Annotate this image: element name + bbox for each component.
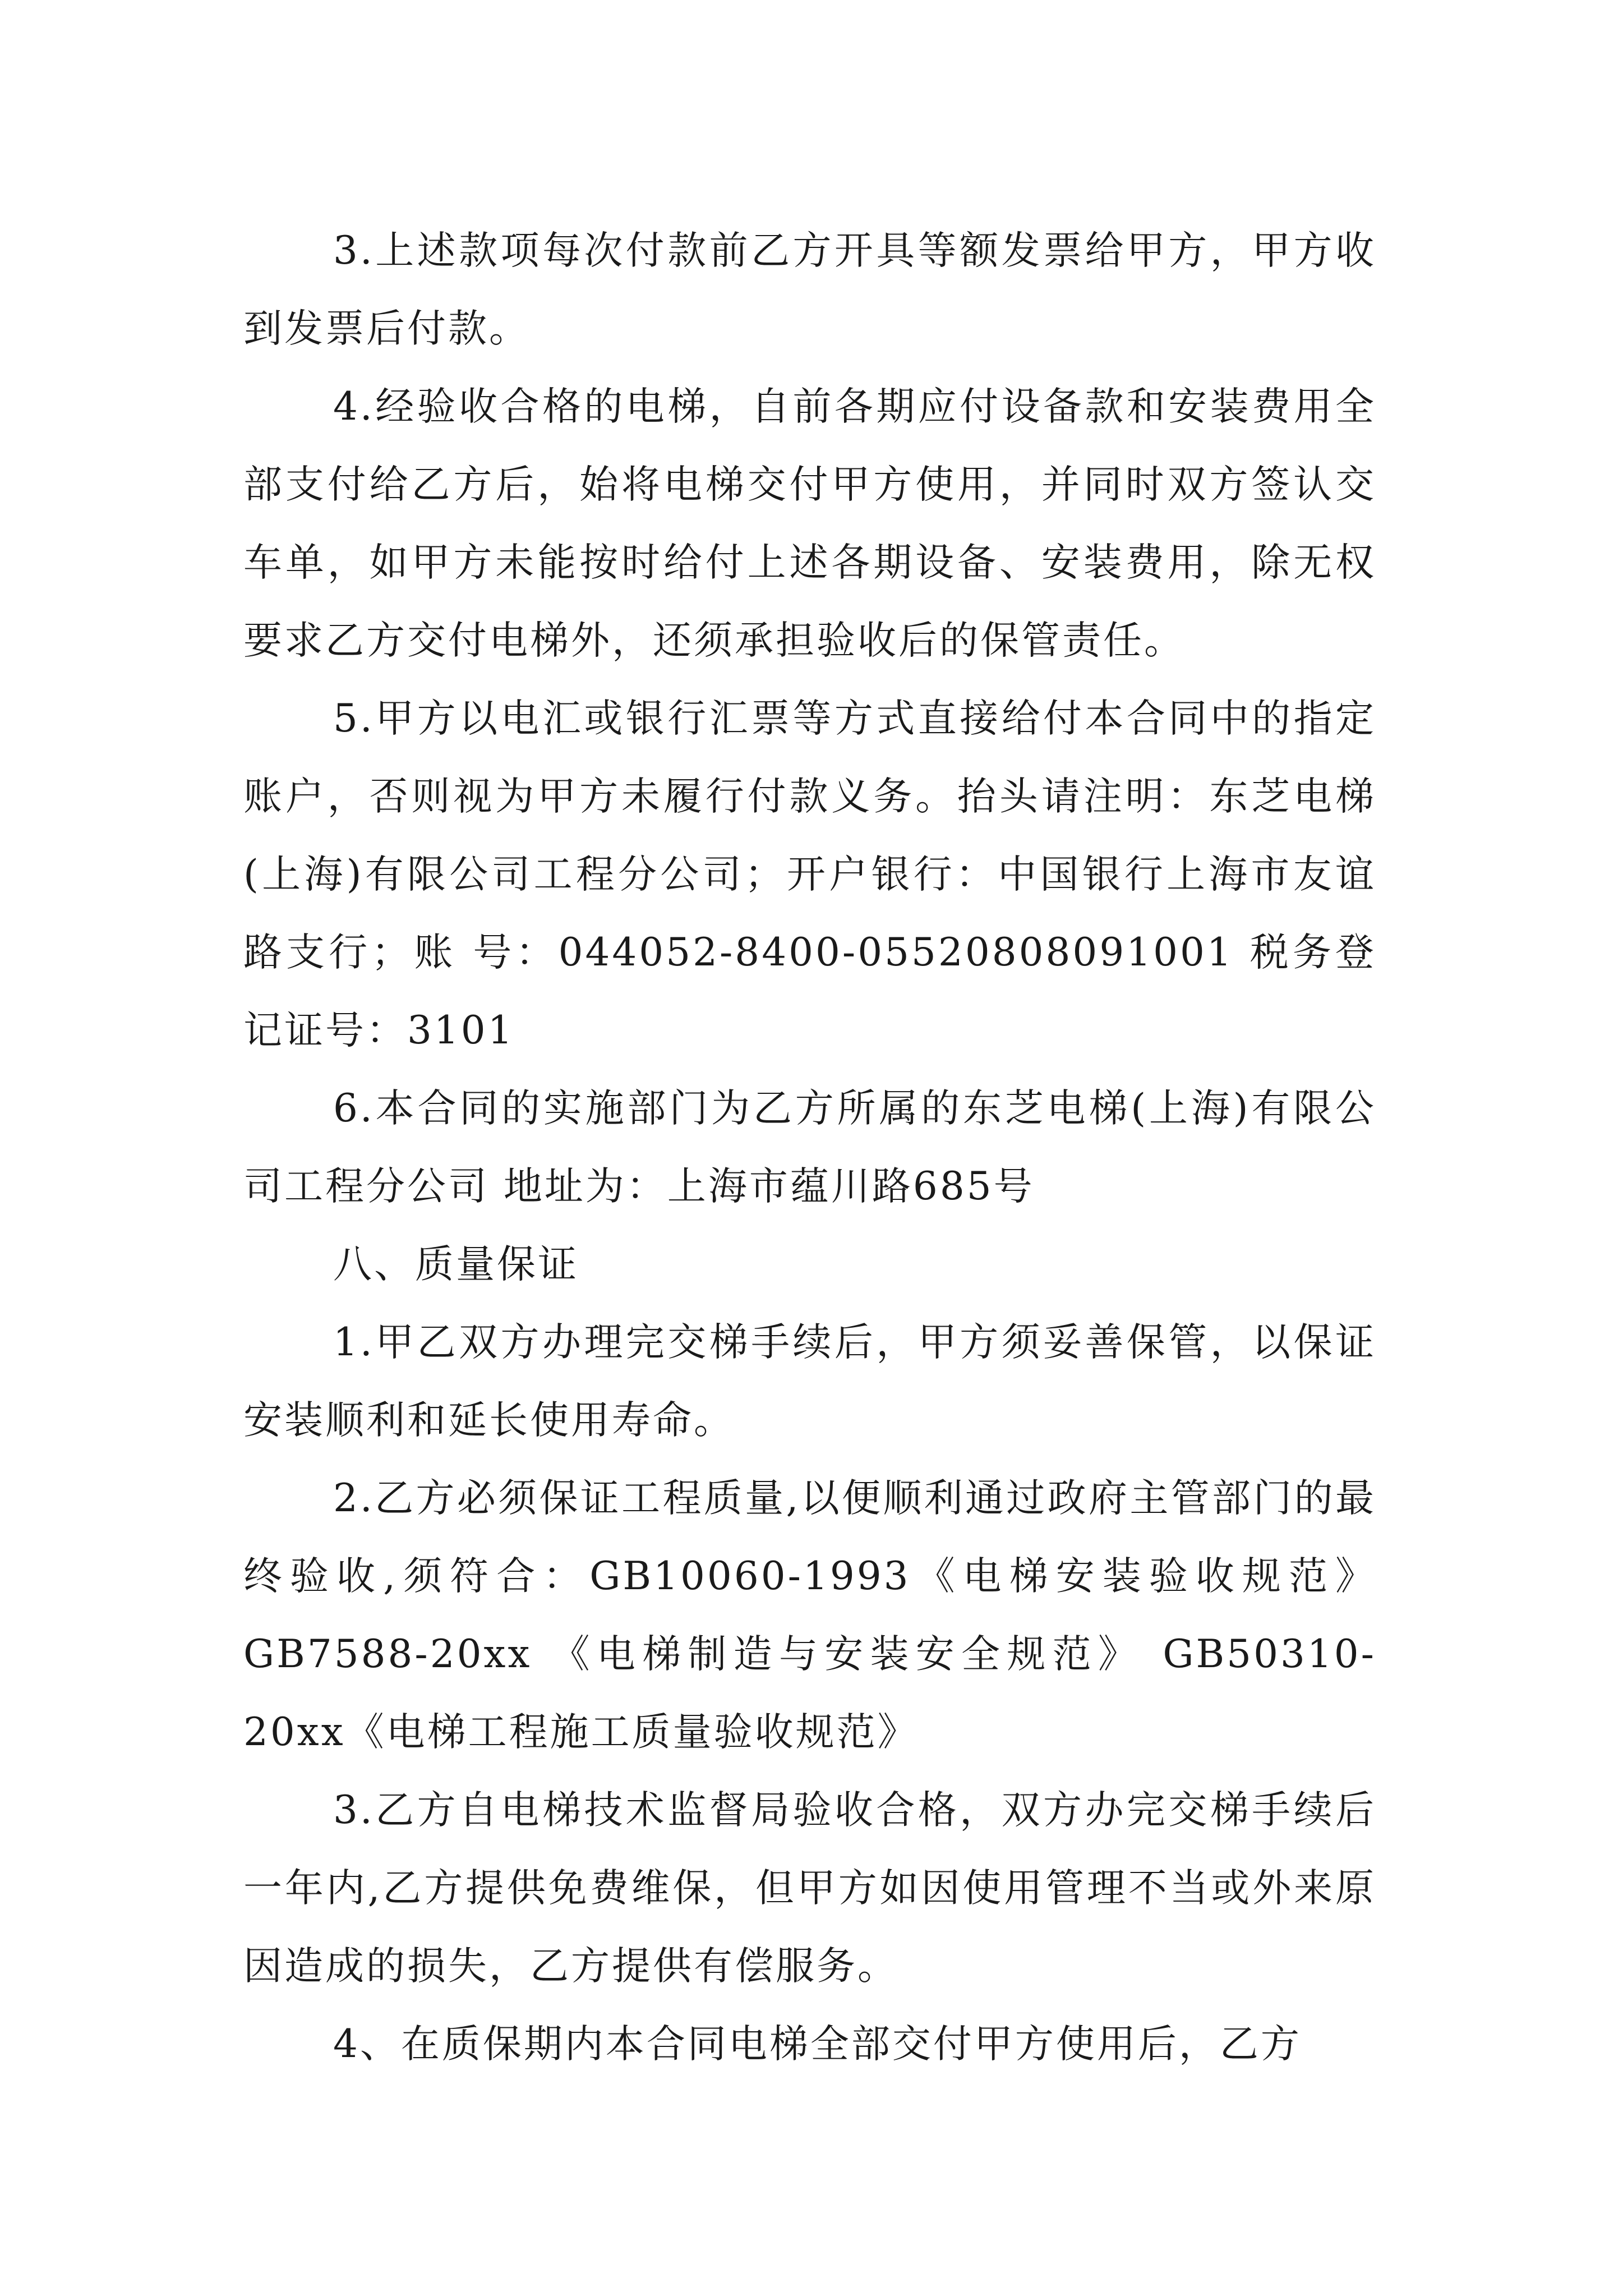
section-heading-quality-assurance: 八、质量保证 [333,1242,579,1287]
paragraph-quality-3: 3.乙方自电梯技术监督局验收合格，双方办完交梯手续后一年内,乙方提供免费维保，但甲方如因使用管理不当或外来原因造成的损失，乙方提供有偿服务。 [243,1788,1376,1989]
paragraph-implementing-department: 6.本合同的实施部门为乙方所属的东芝电梯(上海)有限公司工程分公司 地址为：上海市蕴川路685号 [243,1086,1376,1209]
contract-text-body [243,212,1376,2083]
paragraph-quality-4: 4、在质保期内本合同电梯全部交付甲方使用后，乙方 [333,2022,1302,2067]
paragraph-bank-account: 5.甲方以电汇或银行汇票等方式直接给付本合同中的指定账户，否则视为甲方未履行付款义务。抬头请注明：东芝电梯(上海)有限公司工程分公司；开户银行：中国银行上海市友谊路支行；账 号：044052-8400-05520808091001 税务登记证号：3101 [243,696,1376,1053]
paragraph-quality-1: 1.甲乙双方办理完交梯手续后，甲方须妥善保管，以保证安装顺利和延长使用寿命。 [243,1320,1376,1443]
paragraph-elevator-handover: 4.经验收合格的电梯，自前各期应付设备款和安装费用全部支付给乙方后，始将电梯交付甲方使用，并同时双方签认交车单，如甲方未能按时给付上述各期设备、安装费用，除无权要求乙方交付电梯外，还须承担验收后的保管责任。 [243,384,1376,663]
paragraph-payment-invoice: 3.上述款项每次付款前乙方开具等额发票给甲方，甲方收到发票后付款。 [243,228,1376,351]
paragraph-quality-2: 2.乙方必须保证工程质量,以便顺利通过政府主管部门的最终验收,须符合：GB10060-1993《电梯安装验收规范》GB7588-20xx 《电梯制造与安装安全规范》 GB50310-20xx《电梯工程施工质量验收规范》 [243,1476,1376,1755]
